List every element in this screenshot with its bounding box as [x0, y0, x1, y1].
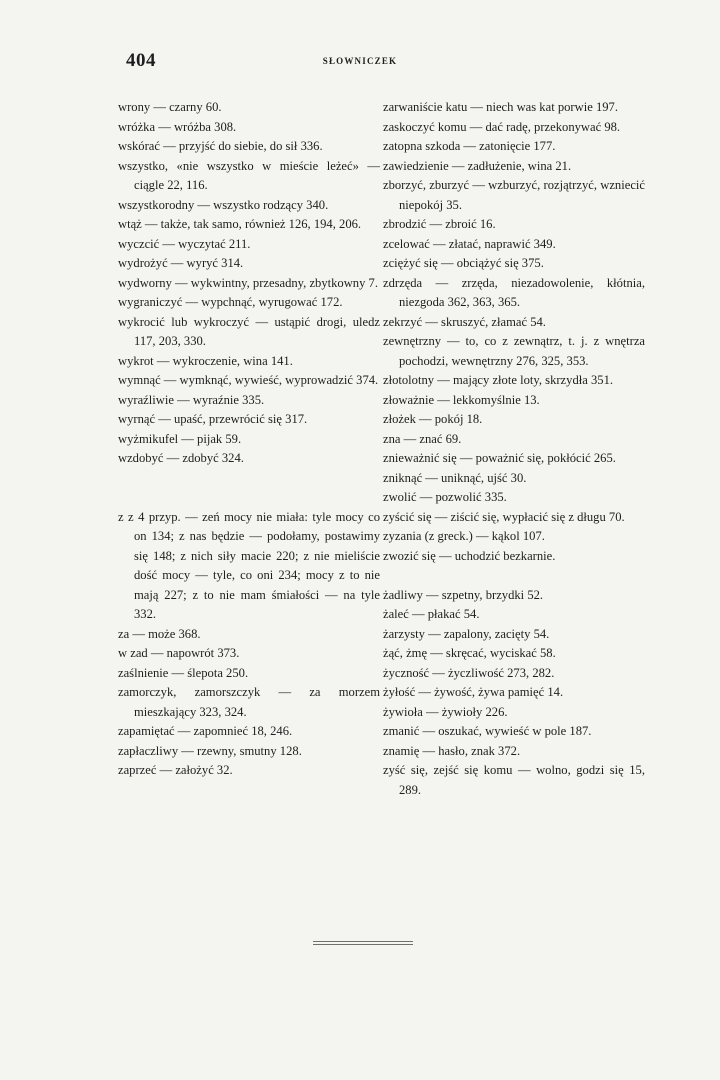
glossary-entry: z z 4 przyp. — zeń mocy nie miała: tyle mocy co on 134; z nas będzie — podołamy, postawimy się 148; z nich siły macie 220; z nie mieliście dość mocy — tyle, co oni 234; mocy z to nie mają 227; z to nie mam śmiałości — na tyle 332. — [118, 509, 380, 621]
glossary-entry: wskórać — przyjść do siebie, do sił 336. — [118, 139, 323, 153]
glossary-entry: wtąż — także, tak samo, również 126, 194, 206. — [118, 217, 362, 231]
glossary-entry: wyżmikufel — pijak 59. — [118, 431, 242, 446]
glossary-entry: w zad — napowrót 373. — [118, 646, 240, 660]
glossary-entry: zyść się, zejść się komu — wolno, godzi się 15, 289. — [383, 763, 645, 797]
glossary-entry: wydworny — wykwintny, przesadny, zbytkowny 7. — [118, 275, 378, 290]
glossary-entry: żarzysty — zapalony, zacięty 54. — [383, 626, 550, 641]
glossary-entry: znieważnić się — poważnić się, pokłócić 265. — [383, 451, 616, 465]
glossary-entry: żąć, żmę — skręcać, wyciskać 58. — [383, 646, 556, 660]
glossary-entry: wykrocić lub wykroczyć — ustąpić drogi, uledz 117, 203, 330. — [118, 314, 380, 348]
glossary-entry: zna — znać 69. — [383, 431, 462, 446]
glossary-entry: żaleć — płakać 54. — [383, 607, 480, 621]
glossary-entry: żyłość — żywość, żywa pamięć 14. — [383, 685, 564, 699]
glossary-entry: zyzania (z greck.) — kąkol 107. — [383, 529, 545, 543]
glossary-entry: zekrzyć — skruszyć, złamać 54. — [383, 314, 546, 329]
glossary-entry: zaślnienie — ślepota 250. — [118, 665, 249, 680]
glossary-entry: zewnętrzny — to, co z zewnątrz, t. j. z wnętrza pochodzi, wewnętrzny 276, 325, 353. — [383, 334, 645, 368]
glossary-entry: zwolić — pozwolić 335. — [383, 490, 507, 504]
glossary-entry: wzdobyć — zdobyć 324. — [118, 451, 244, 465]
glossary-entry: żywioła — żywioły 226. — [383, 704, 508, 719]
glossary-entry: wrony — czarny 60. — [118, 100, 222, 114]
glossary-entry: wyrnąć — upaść, przewrócić się 317. — [118, 412, 308, 426]
glossary-entry: wykrot — wykroczenie, wina 141. — [118, 353, 293, 368]
glossary-entry: zyścić się — ziścić się, wypłacić się z długu 70. — [383, 509, 625, 524]
glossary-entry: zarwaniście katu — niech was kat porwie 197. — [383, 100, 619, 114]
glossary-entry: złożek — pokój 18. — [383, 412, 483, 426]
closing-rule — [313, 941, 413, 942]
glossary-entry: zamorczyk, zamorszczyk — za morzem mieszkający 323, 324. — [118, 685, 380, 719]
glossary-entry: wyraźliwie — wyraźnie 335. — [118, 392, 265, 407]
glossary-entry: zatopna szkoda — zatonięcie 177. — [383, 139, 556, 153]
page-number: 404 — [126, 50, 156, 71]
glossary-entry: wygraniczyć — wypchnąć, wyrugować 172. — [118, 295, 343, 309]
glossary-entry: znamię — hasło, znak 372. — [383, 743, 521, 758]
glossary-entry: wymnąć — wymknąć, wywieść, wyprowadzić 374. — [118, 373, 379, 387]
glossary-entry: wszystko, «nie wszystko w mieście leżeć» — ciągle 22, 116. — [118, 158, 380, 192]
closing-rule — [313, 944, 413, 945]
glossary-entry: wszystkorodny — wszystko rodzący 340. — [118, 197, 329, 212]
glossary-entry: zapamiętać — zapomnieć 18, 246. — [118, 724, 293, 738]
glossary-entry: zaskoczyć komu — dać radę, przekonywać 98. — [383, 119, 621, 134]
glossary-entry: życzność — życzliwość 273, 282. — [383, 665, 555, 680]
glossary-entry: wydrożyć — wyryć 314. — [118, 256, 244, 270]
glossary-entry: złoważnie — lekkomyślnie 13. — [383, 392, 540, 407]
glossary-entry: wróżka — wróżba 308. — [118, 119, 237, 134]
glossary-entry: zbrodzić — zbroić 16. — [383, 217, 496, 231]
glossary-entry: zmanić — oszukać, wywieść w pole 187. — [383, 724, 592, 738]
page-header — [0, 48, 720, 76]
left-column — [118, 98, 380, 781]
glossary-entry: zniknąć — uniknąć, ujść 30. — [383, 470, 527, 485]
glossary-entry: zaprzeć — założyć 32. — [118, 763, 233, 777]
glossary-entry: zdrzęda — zrzęda, niezadowolenie, kłótnia, niezgoda 362, 363, 365. — [383, 275, 645, 309]
glossary-entry: wyczcić — wyczytać 211. — [118, 236, 251, 251]
glossary-entry: zcelować — złatać, naprawić 349. — [383, 236, 556, 251]
glossary-entry: zawiedzienie — zadłużenie, wina 21. — [383, 158, 572, 173]
glossary-entry: zwozić się — uchodzić bezkarnie. — [383, 548, 556, 563]
glossary-entry: żadliwy — szpetny, brzydki 52. — [383, 587, 544, 602]
glossary-entry: za — może 368. — [118, 626, 201, 641]
glossary-entry: zciężyć się — obciążyć się 375. — [383, 256, 544, 270]
glossary-entry: złotolotny — mający złote loty, skrzydła 351. — [383, 373, 614, 387]
glossary-entry: zborzyć, zburzyć — wzburzyć, rozjątrzyć, wzniecić niepokój 35. — [383, 178, 645, 212]
running-head: SŁOWNICZEK — [322, 56, 398, 66]
glossary-entry: zapłaczliwy — rzewny, smutny 128. — [118, 743, 302, 758]
right-column — [383, 98, 645, 800]
